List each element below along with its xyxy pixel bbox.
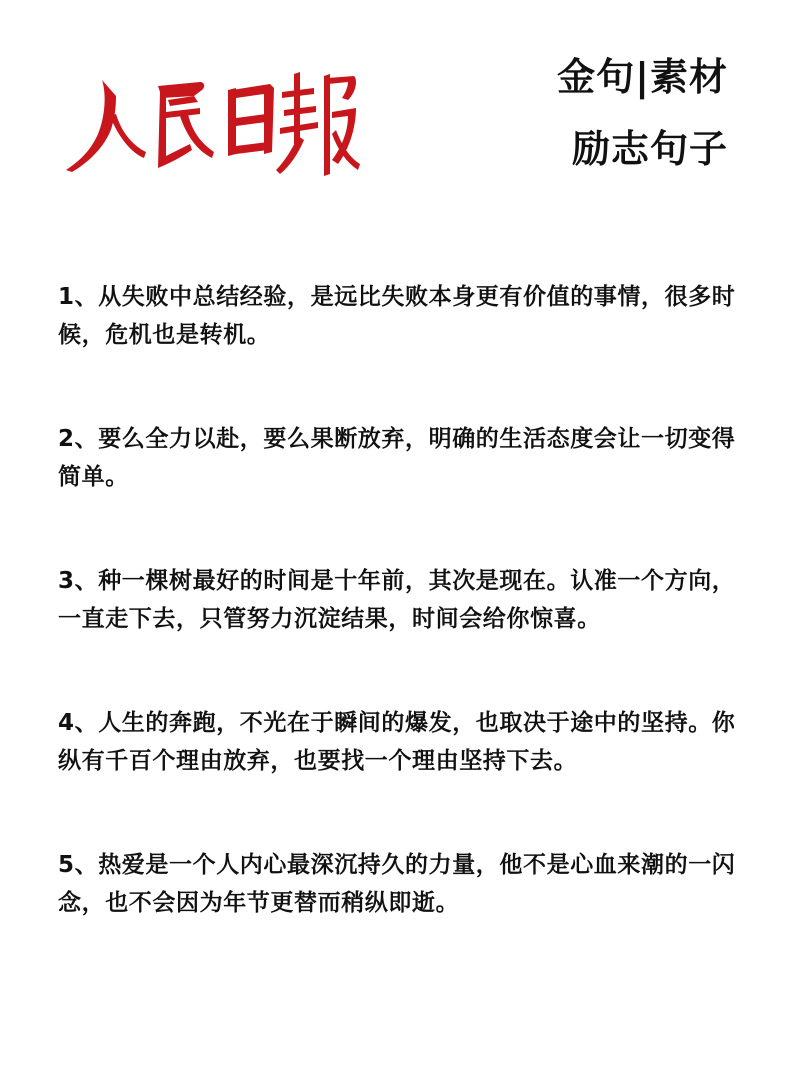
renmin-ribao-logo-graphic bbox=[62, 52, 362, 182]
quote-item-1: 1、从失败中总结经验，是远比失败本身更有价值的事情，很多时候，危机也是转机。 bbox=[58, 284, 736, 348]
quote-list bbox=[58, 278, 748, 922]
newspaper-logo bbox=[62, 52, 362, 182]
header-tags bbox=[508, 55, 728, 171]
tag-inspirational-sentences: 励志句子 bbox=[571, 127, 728, 171]
quote-item-2: 2、要么全力以赴，要么果断放弃，明确的生活态度会让一切变得简单。 bbox=[58, 426, 736, 490]
quote-item-4: 4、人生的奔跑，不光在于瞬间的爆发，也取决于途中的坚持。你纵有千百个理由放弃，也要找一个理由坚持下去。 bbox=[58, 710, 736, 774]
quote-item-5: 5、热爱是一个人内心最深沉持久的力量，他不是心血来潮的一闪念，也不会因为年节更替而稍纵即逝。 bbox=[58, 852, 736, 916]
quote-item-3: 3、种一棵树最好的时间是十年前，其次是现在。认准一个方向，一直走下去，只管努力沉淀结果，时间会给你惊喜。 bbox=[58, 568, 736, 632]
tag-golden-quotes: 金句|素材 bbox=[557, 55, 728, 99]
